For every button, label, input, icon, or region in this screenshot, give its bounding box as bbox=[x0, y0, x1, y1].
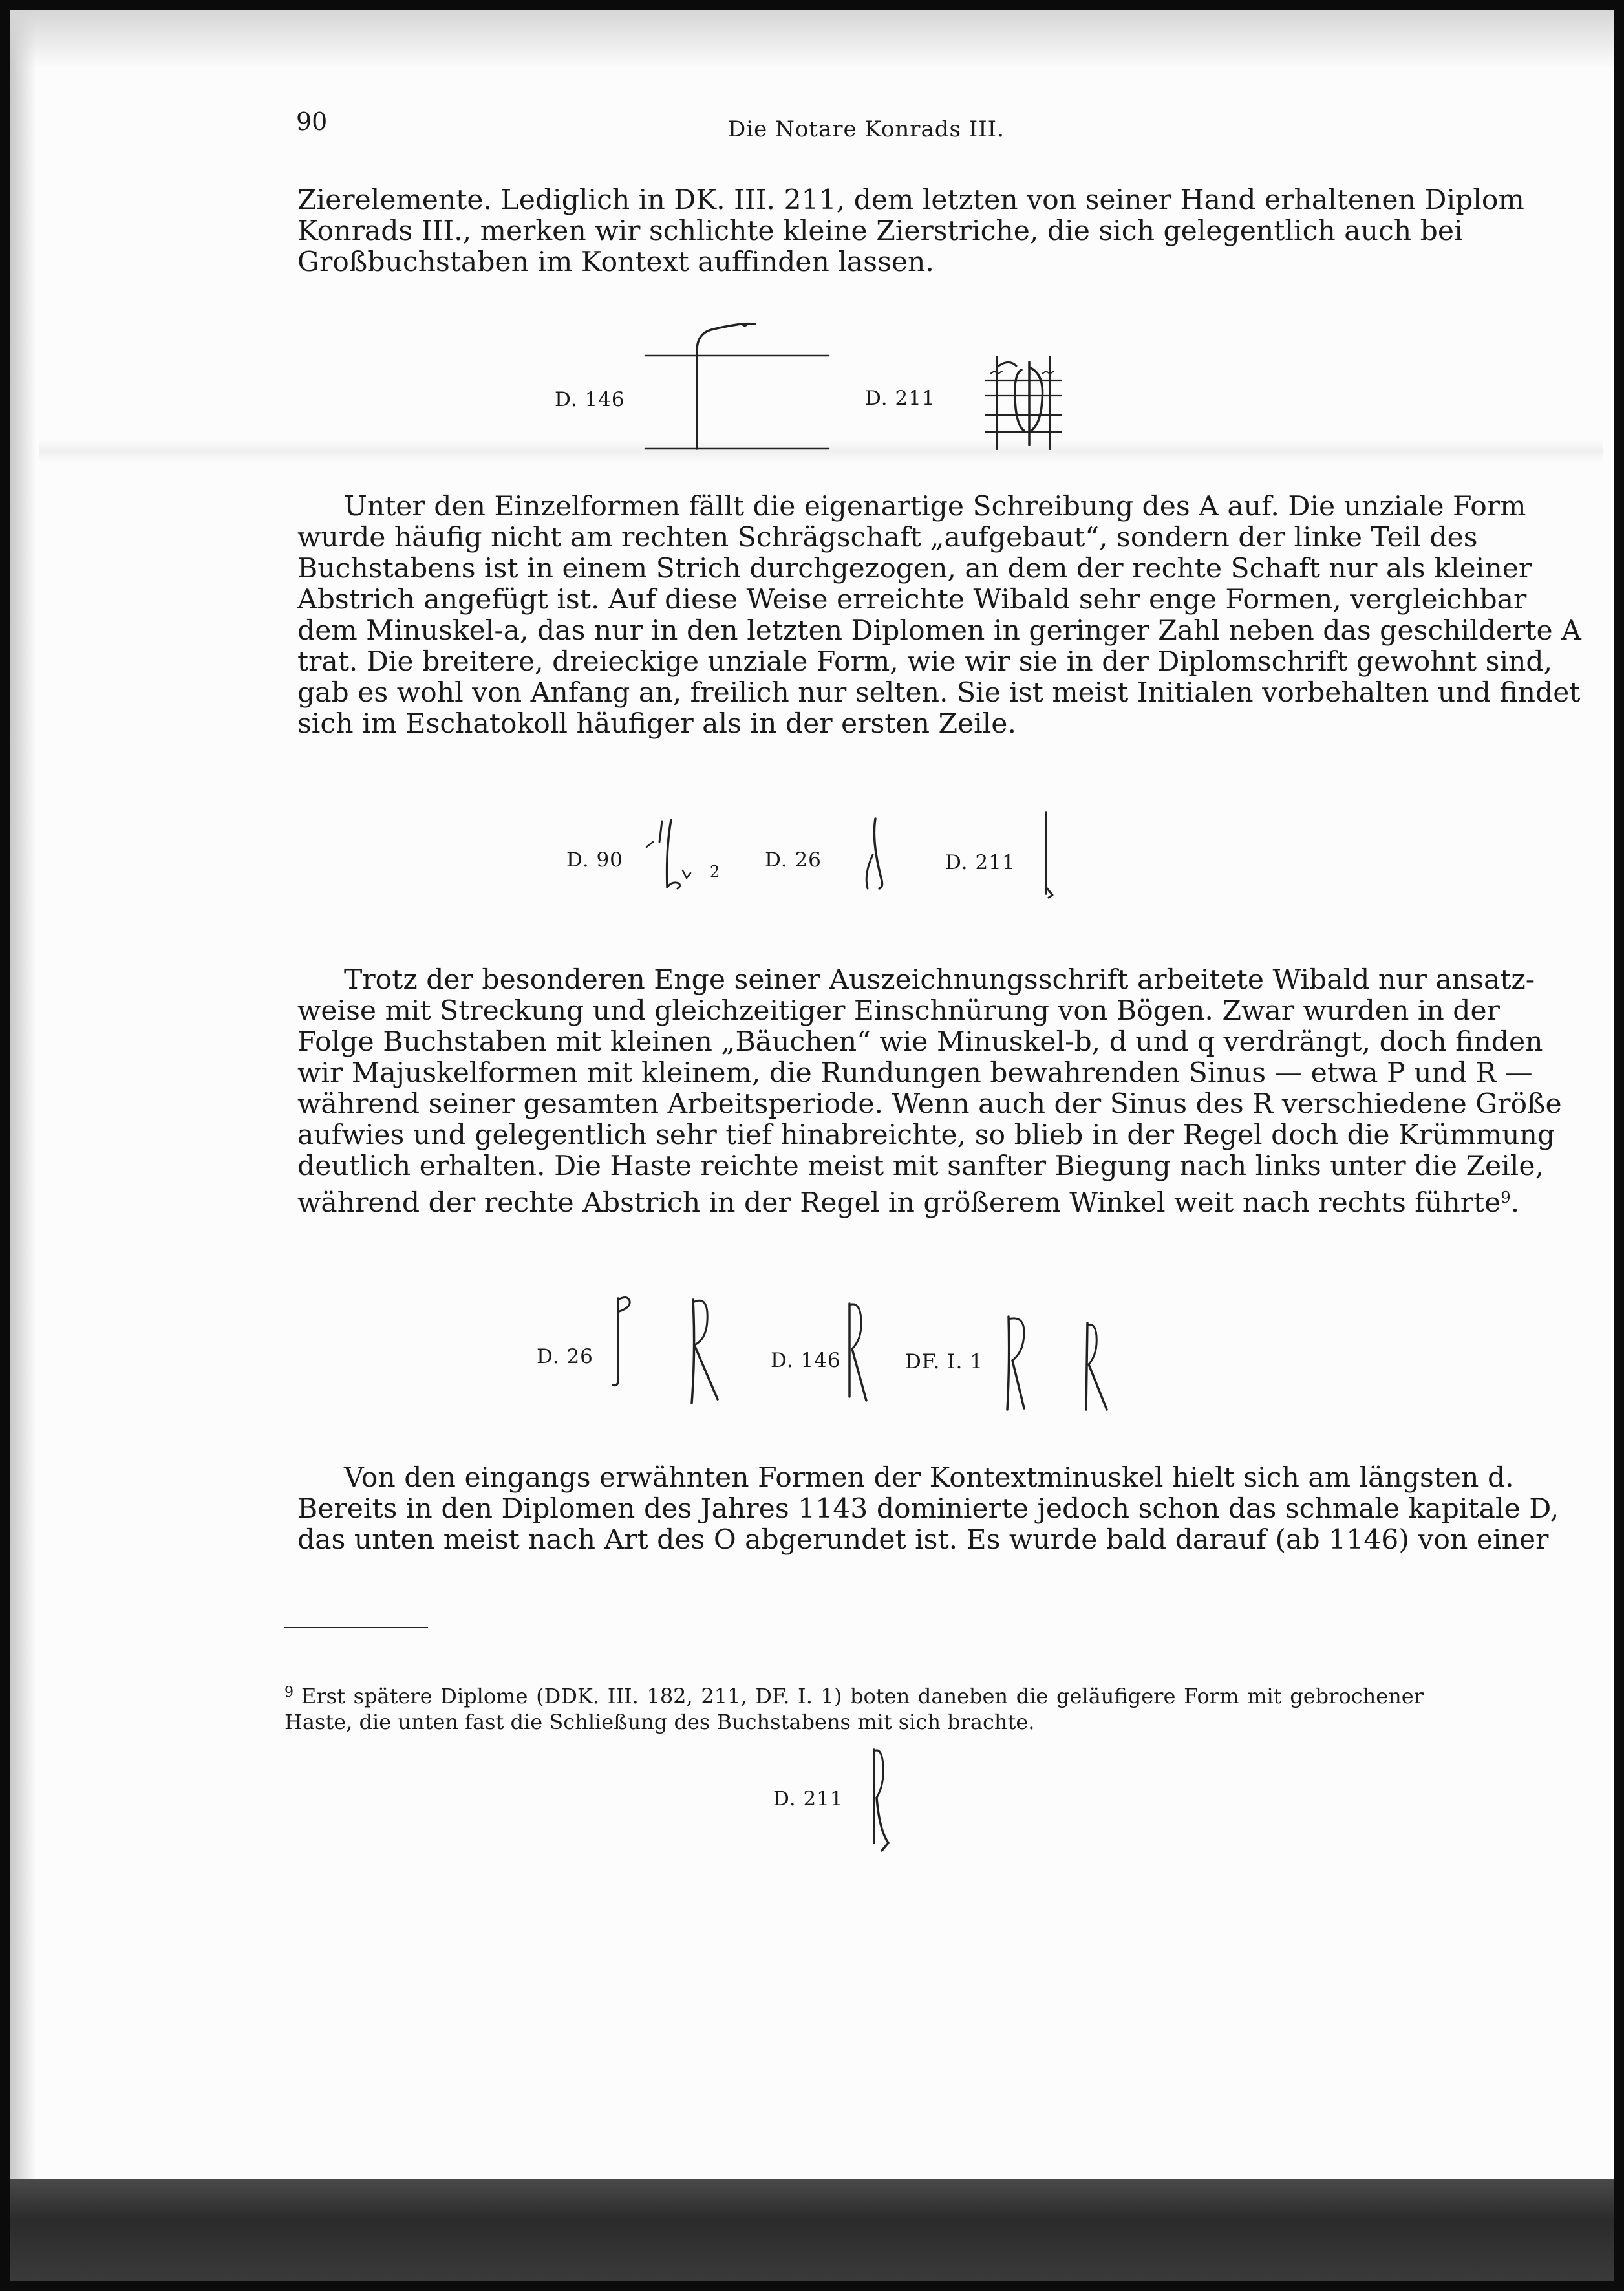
figure-label: D. 90 bbox=[566, 848, 623, 872]
paragraph-1 bbox=[297, 184, 1524, 278]
text-line: sich im Eschatokoll häufiger als in der ersten Zeile. bbox=[297, 708, 1016, 740]
letter-specimen-ornamented-letters bbox=[983, 354, 1067, 451]
letter-specimen-tall-stroke bbox=[640, 310, 834, 459]
text-line: aufwies und gelegentlich sehr tief hinabreichte, so blieb in der Regel doch die Krümmung bbox=[297, 1119, 1555, 1151]
figure-annotation: 2 bbox=[710, 863, 721, 881]
text-line: Buchstabens ist in einem Strich durchgezogen, an dem der rechte Schaft nur als kleiner bbox=[297, 553, 1532, 585]
figure-label: D. 211 bbox=[865, 387, 935, 410]
footnote-number: 9 bbox=[284, 1684, 294, 1701]
text-line: wir Majuskelformen mit kleinem, die Rundungen bewahrenden Sinus — etwa P und R — bbox=[297, 1057, 1533, 1089]
paragraph-2 bbox=[297, 491, 1581, 740]
text-line: Von den eingangs erwähnten Formen der Kontextminuskel hielt sich am längsten d. bbox=[344, 1462, 1514, 1494]
letter-specimen-majuscule-r-d146 bbox=[840, 1300, 879, 1410]
footnote-reference[interactable]: 9 bbox=[1501, 1189, 1511, 1207]
running-title: Die Notare Konrads III. bbox=[728, 116, 1005, 142]
figure-label: D. 146 bbox=[555, 388, 625, 411]
text-line: das unten meist nach Art des O abgerundet ist. Es wurde bald darauf (ab 1146) von einer bbox=[297, 1524, 1549, 1556]
letter-specimen-majuscule-p bbox=[608, 1293, 640, 1390]
sentence-end: . bbox=[1510, 1187, 1520, 1219]
figure-label: DF. I. 1 bbox=[905, 1350, 983, 1373]
text-line: Bereits in den Diplomen des Jahres 1143 dominierte jedoch schon das schmale kapitale D, bbox=[297, 1493, 1559, 1525]
page-number: 90 bbox=[296, 107, 328, 136]
text-line: Folge Buchstaben mit kleinen „Bäuchen“ wie Minuskel-b, d und q verdrängt, doch finden bbox=[297, 1026, 1543, 1058]
text-line bbox=[297, 1182, 1520, 1219]
text-line: Großbuchstaben im Kontext auffinden lassen. bbox=[297, 246, 934, 278]
text-line: Abstrich angefügt ist. Auf diese Weise erreichte Wibald sehr enge Formen, vergleichbar bbox=[297, 584, 1527, 616]
footnote-line bbox=[284, 1680, 1424, 1709]
letter-specimen-uncial-a-d26 bbox=[853, 816, 899, 894]
text-line: Trotz der besonderen Enge seiner Auszeichnungsschrift arbeitete Wibald nur ansatz- bbox=[344, 964, 1535, 996]
figure-label: D. 26 bbox=[765, 848, 822, 872]
text-line: weise mit Streckung und gleichzeitiger Einschnürung von Bögen. Zwar wurden in der bbox=[297, 995, 1500, 1027]
figure-label: D. 211 bbox=[773, 1787, 844, 1811]
scan-shadow-top bbox=[10, 10, 1614, 69]
text-line-content: während der rechte Abstrich in der Regel in größerem Winkel weit nach rechts führte bbox=[297, 1187, 1501, 1219]
footnote bbox=[284, 1680, 1424, 1735]
paragraph-4 bbox=[297, 1462, 1559, 1556]
footnote-rule bbox=[284, 1627, 428, 1628]
figure-label: D. 26 bbox=[537, 1345, 593, 1368]
paragraph-3 bbox=[297, 964, 1562, 1219]
text-line: Konrads III., merken wir schlichte kleine Zierstriche, die sich gelegentlich auch bei bbox=[297, 215, 1463, 247]
letter-specimen-majuscule-r-d26 bbox=[680, 1293, 725, 1410]
footnote-text: Erst spätere Diplome (DDK. III. 182, 211, DF. I. 1) boten daneben die geläufigere Form mit gebrochener bbox=[301, 1684, 1424, 1708]
text-line: dem Minuskel-a, das nur in den letzten Diplomen in geringer Zahl neben das geschilderte A bbox=[297, 615, 1581, 647]
letter-specimen-r-broken-shaft bbox=[860, 1746, 899, 1856]
text-line: trat. Die breitere, dreieckige unziale Form, wie wir sie in der Diplomschrift gewohnt sind, bbox=[297, 646, 1553, 678]
letter-specimen-majuscule-r-df1-b bbox=[1073, 1319, 1118, 1416]
text-line: deutlich erhalten. Die Haste reichte meist mit sanfter Biegung nach links unter die Zeile, bbox=[297, 1150, 1544, 1182]
figure-label: D. 146 bbox=[771, 1349, 841, 1372]
scan-shadow-left bbox=[10, 10, 36, 2281]
text-line: gab es wohl von Anfang an, freilich nur selten. Sie ist meist Initialen vorbehalten und findet bbox=[297, 677, 1581, 709]
letter-specimen-uncial-a-d90 bbox=[640, 816, 711, 894]
text-line: Unter den Einzelformen fällt die eigenartige Schreibung des A auf. Die unziale Form bbox=[344, 491, 1526, 522]
footnote-line: Haste, die unten fast die Schließung des Buchstabens mit sich brachte. bbox=[284, 1710, 1035, 1734]
text-line: während seiner gesamten Arbeitsperiode. Wenn auch der Sinus des R verschiedene Größe bbox=[297, 1088, 1562, 1120]
scan-bottom-band bbox=[10, 2179, 1614, 2281]
text-line: Zierelemente. Lediglich in DK. III. 211, dem letzten von seiner Hand erhaltenen Diplom bbox=[297, 184, 1524, 216]
letter-specimen-majuscule-r-df1-a bbox=[996, 1313, 1041, 1416]
figure-label: D. 211 bbox=[945, 851, 1016, 874]
letter-specimen-uncial-a-d211 bbox=[1027, 810, 1065, 900]
text-line: wurde häufig nicht am rechten Schrägschaft „aufgebaut“, sondern der linke Teil des bbox=[297, 522, 1478, 554]
